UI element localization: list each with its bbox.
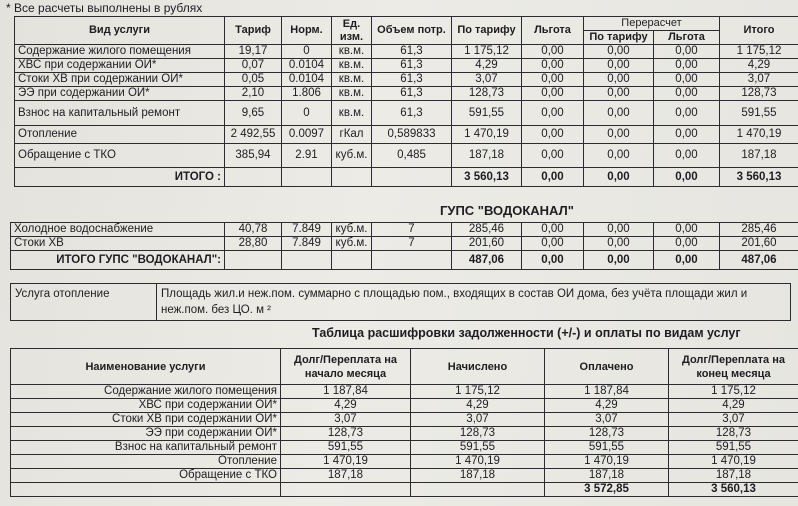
norm-value: 0 bbox=[282, 101, 332, 126]
table-row bbox=[11, 399, 798, 413]
volume-value: 61,3 bbox=[372, 87, 452, 101]
norm-value: 2.91 bbox=[282, 144, 332, 168]
total-value: 4,29 bbox=[720, 59, 798, 73]
table-row bbox=[11, 385, 798, 399]
debt-table-title: Таблица расшифровки задолженности (+/-) и оплаты по видам услуг bbox=[312, 326, 741, 340]
unit-value: кв.м. bbox=[332, 87, 372, 101]
debt-end-value: 1 175,12 bbox=[669, 385, 798, 399]
debt-col-start: Долг/Переплата на начало месяца bbox=[281, 349, 411, 385]
total-recalc-benefit: 0,00 bbox=[654, 168, 720, 187]
total-label: ИТОГО : bbox=[15, 168, 225, 187]
debt-start-value: 187,18 bbox=[281, 469, 411, 483]
total-label: ИТОГО ГУПС "ВОДОКАНАЛ": bbox=[11, 251, 225, 270]
unit-value: гКал bbox=[332, 126, 372, 144]
volume-value: 61,3 bbox=[372, 101, 452, 126]
table-row bbox=[15, 73, 798, 87]
by-tariff-value: 3,07 bbox=[452, 73, 522, 87]
service-name: ХВС при содержании ОИ* bbox=[15, 59, 225, 73]
debt-paid-value: 3,07 bbox=[545, 413, 669, 427]
benefit-value: 0,00 bbox=[522, 237, 584, 251]
debt-charged-value: 3,07 bbox=[411, 413, 545, 427]
debt-col-charged: Начислено bbox=[411, 349, 545, 385]
total-row bbox=[11, 251, 798, 270]
recalc-tariff-value: 0,00 bbox=[584, 144, 654, 168]
table-row bbox=[15, 144, 798, 168]
debt-charged-value: 128,73 bbox=[411, 427, 545, 441]
benefit-value: 0,00 bbox=[522, 144, 584, 168]
unit-value: куб.м. bbox=[332, 144, 372, 168]
by-tariff-value: 1 175,12 bbox=[452, 45, 522, 59]
norm-value: 0.0104 bbox=[282, 59, 332, 73]
heating-text: Площадь жил.и неж.пом. суммарно с площадью пом., входящих в состав ОИ дома, без учёта площади жил и неж.пом. без ЦО. м ² bbox=[157, 284, 791, 321]
total-benefit: 0,00 bbox=[522, 251, 584, 270]
debt-col-paid: Оплачено bbox=[545, 349, 669, 385]
debt-start-value: 128,73 bbox=[281, 427, 411, 441]
empty-cell bbox=[225, 251, 282, 270]
recalc-tariff-value: 0,00 bbox=[584, 59, 654, 73]
unit-value: куб.м. bbox=[332, 237, 372, 251]
empty-cell bbox=[282, 251, 332, 270]
debt-paid-value: 128,73 bbox=[545, 427, 669, 441]
service-name: Обращение с ТКО bbox=[15, 144, 225, 168]
debt-end-value: 4,29 bbox=[669, 399, 798, 413]
total-recalc-tariff: 0,00 bbox=[584, 251, 654, 270]
debt-charged-value: 4,29 bbox=[411, 399, 545, 413]
debt-paid-value: 1 187,84 bbox=[545, 385, 669, 399]
table-row bbox=[15, 45, 798, 59]
debt-end-value: 1 470,19 bbox=[669, 455, 798, 469]
debt-service-name: Отопление bbox=[11, 455, 281, 469]
debt-table bbox=[10, 348, 798, 497]
debt-paid-value: 591,55 bbox=[545, 441, 669, 455]
table-row bbox=[11, 413, 798, 427]
debt-paid-value: 187,18 bbox=[545, 469, 669, 483]
recalc-tariff-value: 0,00 bbox=[584, 73, 654, 87]
recalc-tariff-value: 0,00 bbox=[584, 126, 654, 144]
total-value: 3,07 bbox=[720, 73, 798, 87]
table-row bbox=[11, 237, 798, 251]
service-name: Стоки ХВ при содержании ОИ* bbox=[15, 73, 225, 87]
total-recalc-tariff: 0,00 bbox=[584, 168, 654, 187]
recalc-tariff-value: 0,00 bbox=[584, 101, 654, 126]
empty-cell bbox=[225, 168, 282, 187]
volume-value: 0,485 bbox=[372, 144, 452, 168]
unit-value: куб.м. bbox=[332, 223, 372, 237]
total-sum: 3 560,13 bbox=[720, 168, 798, 187]
debt-paid-value: 4,29 bbox=[545, 399, 669, 413]
recalc-benefit-value: 0,00 bbox=[654, 101, 720, 126]
debt-service-name: ЭЭ при содержании ОИ* bbox=[11, 427, 281, 441]
benefit-value: 0,00 bbox=[522, 45, 584, 59]
col-recalc-tariff: По тарифу bbox=[584, 31, 654, 45]
by-tariff-value: 4,29 bbox=[452, 59, 522, 73]
volume-value: 7 bbox=[372, 237, 452, 251]
table-row bbox=[15, 59, 798, 73]
recalc-tariff-value: 0,00 bbox=[584, 223, 654, 237]
debt-end-value: 128,73 bbox=[669, 427, 798, 441]
benefit-value: 0,00 bbox=[522, 87, 584, 101]
debt-col-end: Долг/Переплата на конец месяца bbox=[669, 349, 798, 385]
unit-value: кв.м. bbox=[332, 59, 372, 73]
col-unit: Ед. изм. bbox=[332, 17, 372, 45]
unit-value: кв.м. bbox=[332, 45, 372, 59]
debt-end-value: 187,18 bbox=[669, 469, 798, 483]
by-tariff-value: 128,73 bbox=[452, 87, 522, 101]
debt-end-value: 591,55 bbox=[669, 441, 798, 455]
debt-service-name: Взнос на капитальный ремонт bbox=[11, 441, 281, 455]
debt-charged-value: 591,55 bbox=[411, 441, 545, 455]
debt-col-name: Наименование услуги bbox=[11, 349, 281, 385]
total-value: 285,46 bbox=[720, 223, 798, 237]
debt-charged-value: 1 470,19 bbox=[411, 455, 545, 469]
table-row bbox=[15, 87, 798, 101]
debt-total-paid: 3 572,85 bbox=[545, 483, 669, 497]
service-name: ЭЭ при содержании ОИ* bbox=[15, 87, 225, 101]
col-volume: Объем потр. bbox=[372, 17, 452, 45]
empty-cell bbox=[332, 251, 372, 270]
recalc-tariff-value: 0,00 bbox=[584, 45, 654, 59]
by-tariff-value: 187,18 bbox=[452, 144, 522, 168]
service-name: Отопление bbox=[15, 126, 225, 144]
volume-value: 61,3 bbox=[372, 45, 452, 59]
charges-table bbox=[14, 16, 798, 187]
recalc-benefit-value: 0,00 bbox=[654, 237, 720, 251]
empty-cell bbox=[372, 168, 452, 187]
norm-value: 1.806 bbox=[282, 87, 332, 101]
debt-total-charged bbox=[411, 483, 545, 497]
norm-value: 7.849 bbox=[282, 237, 332, 251]
volume-value: 7 bbox=[372, 223, 452, 237]
recalc-tariff-value: 0,00 bbox=[584, 87, 654, 101]
debt-total-label bbox=[11, 483, 281, 497]
col-recalc-benefit: Льгота bbox=[654, 31, 720, 45]
empty-cell bbox=[372, 251, 452, 270]
debt-start-value: 591,55 bbox=[281, 441, 411, 455]
volume-value: 0,589833 bbox=[372, 126, 452, 144]
debt-service-name: Обращение с ТКО bbox=[11, 469, 281, 483]
tariff-value: 40,78 bbox=[225, 223, 282, 237]
recalc-tariff-value: 0,00 bbox=[584, 237, 654, 251]
debt-start-value: 1 470,19 bbox=[281, 455, 411, 469]
debt-service-name: Содержание жилого помещения bbox=[11, 385, 281, 399]
debt-start-value: 3,07 bbox=[281, 413, 411, 427]
service-name: Стоки ХВ bbox=[11, 237, 225, 251]
col-benefit: Льгота bbox=[522, 17, 584, 45]
service-name: Содержание жилого помещения bbox=[15, 45, 225, 59]
tariff-value: 28,80 bbox=[225, 237, 282, 251]
recalc-benefit-value: 0,00 bbox=[654, 87, 720, 101]
debt-paid-value: 1 470,19 bbox=[545, 455, 669, 469]
col-tariff: Тариф bbox=[225, 17, 282, 45]
by-tariff-value: 285,46 bbox=[452, 223, 522, 237]
recalc-benefit-value: 0,00 bbox=[654, 126, 720, 144]
benefit-value: 0,00 bbox=[522, 73, 584, 87]
norm-value: 0.0097 bbox=[282, 126, 332, 144]
total-value: 1 175,12 bbox=[720, 45, 798, 59]
debt-service-name: ХВС при содержании ОИ* bbox=[11, 399, 281, 413]
total-value: 201,60 bbox=[720, 237, 798, 251]
empty-cell bbox=[282, 168, 332, 187]
total-value: 1 470,19 bbox=[720, 126, 798, 144]
benefit-value: 0,00 bbox=[522, 126, 584, 144]
table-row bbox=[15, 126, 798, 144]
recalc-benefit-value: 0,00 bbox=[654, 144, 720, 168]
total-value: 187,18 bbox=[720, 144, 798, 168]
by-tariff-value: 591,55 bbox=[452, 101, 522, 126]
debt-service-name: Стоки ХВ при содержании ОИ* bbox=[11, 413, 281, 427]
unit-value: кв.м. bbox=[332, 101, 372, 126]
tariff-value: 9,65 bbox=[225, 101, 282, 126]
norm-value: 0 bbox=[282, 45, 332, 59]
tariff-value: 2,10 bbox=[225, 87, 282, 101]
tariff-value: 19,17 bbox=[225, 45, 282, 59]
norm-value: 7.849 bbox=[282, 223, 332, 237]
volume-value: 61,3 bbox=[372, 59, 452, 73]
benefit-value: 0,00 bbox=[522, 101, 584, 126]
debt-end-value: 3,07 bbox=[669, 413, 798, 427]
tariff-value: 0,07 bbox=[225, 59, 282, 73]
col-by-tariff: По тарифу bbox=[452, 17, 522, 45]
debt-total-end: 3 560,13 bbox=[669, 483, 798, 497]
table-row bbox=[11, 455, 798, 469]
water-table bbox=[10, 222, 798, 270]
debt-total-start bbox=[281, 483, 411, 497]
debt-charged-value: 187,18 bbox=[411, 469, 545, 483]
recalc-benefit-value: 0,00 bbox=[654, 223, 720, 237]
debt-start-value: 4,29 bbox=[281, 399, 411, 413]
benefit-value: 0,00 bbox=[522, 59, 584, 73]
norm-value: 0.0104 bbox=[282, 73, 332, 87]
col-total: Итого bbox=[720, 17, 798, 45]
recalc-benefit-value: 0,00 bbox=[654, 73, 720, 87]
currency-note: * Все расчеты выполнены в рублях bbox=[6, 1, 203, 15]
col-norm: Норм. bbox=[282, 17, 332, 45]
total-by-tariff: 3 560,13 bbox=[452, 168, 522, 187]
total-by-tariff: 487,06 bbox=[452, 251, 522, 270]
table-row bbox=[11, 223, 798, 237]
by-tariff-value: 201,60 bbox=[452, 237, 522, 251]
col-service: Вид услуги bbox=[15, 17, 225, 45]
table-row bbox=[11, 469, 798, 483]
empty-cell bbox=[332, 168, 372, 187]
service-name: Взнос на капитальный ремонт bbox=[15, 101, 225, 126]
total-recalc-benefit: 0,00 bbox=[654, 251, 720, 270]
service-name: Холодное водоснабжение bbox=[11, 223, 225, 237]
tariff-value: 2 492,55 bbox=[225, 126, 282, 144]
org-title: ГУПС "ВОДОКАНАЛ" bbox=[440, 203, 574, 218]
volume-value: 61,3 bbox=[372, 73, 452, 87]
table-row bbox=[11, 441, 798, 455]
total-benefit: 0,00 bbox=[522, 168, 584, 187]
heating-table bbox=[10, 283, 791, 321]
debt-charged-value: 1 175,12 bbox=[411, 385, 545, 399]
col-recalc: Перерасчет bbox=[584, 17, 720, 31]
heating-label: Услуга отопление bbox=[11, 284, 157, 321]
total-value: 128,73 bbox=[720, 87, 798, 101]
unit-value: кв.м. bbox=[332, 73, 372, 87]
tariff-value: 0,05 bbox=[225, 73, 282, 87]
total-row bbox=[15, 168, 798, 187]
by-tariff-value: 1 470,19 bbox=[452, 126, 522, 144]
benefit-value: 0,00 bbox=[522, 223, 584, 237]
debt-start-value: 1 187,84 bbox=[281, 385, 411, 399]
recalc-benefit-value: 0,00 bbox=[654, 45, 720, 59]
total-sum: 487,06 bbox=[720, 251, 798, 270]
recalc-benefit-value: 0,00 bbox=[654, 59, 720, 73]
tariff-value: 385,94 bbox=[225, 144, 282, 168]
total-value: 591,55 bbox=[720, 101, 798, 126]
table-row bbox=[11, 427, 798, 441]
table-row bbox=[15, 101, 798, 126]
